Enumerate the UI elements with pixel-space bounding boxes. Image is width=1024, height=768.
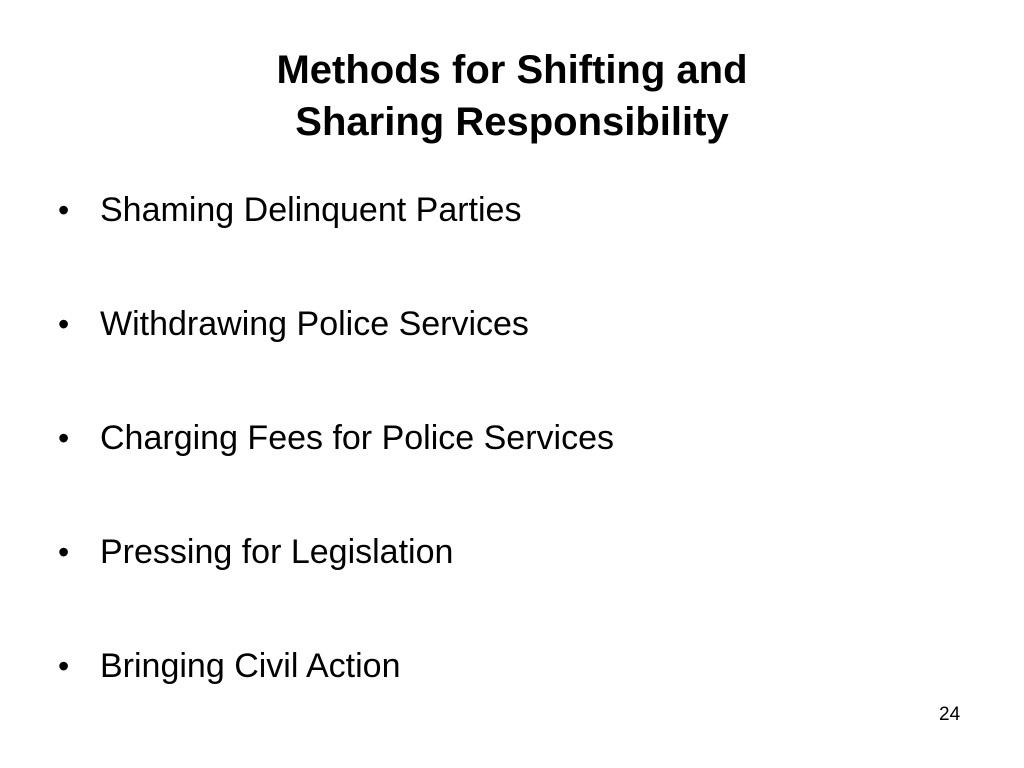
bullet-label: Pressing for Legislation xyxy=(100,533,454,571)
bullet-icon: • xyxy=(58,648,70,684)
bullet-label: Shaming Delinquent Parties xyxy=(100,191,522,229)
bullet-icon: • xyxy=(58,534,70,570)
bullet-label: Charging Fees for Police Services xyxy=(100,419,615,457)
page-number: 24 xyxy=(939,704,961,725)
bullet-item-civil-action xyxy=(58,643,614,757)
bullet-item-shaming xyxy=(58,187,614,301)
bullet-list xyxy=(58,187,614,757)
slide-title xyxy=(0,44,1024,148)
bullet-label: Withdrawing Police Services xyxy=(100,305,529,343)
bullet-icon: • xyxy=(58,192,70,228)
slide-title-line-1: Methods for Shifting and xyxy=(276,48,748,92)
bullet-item-legislation xyxy=(58,529,614,643)
bullet-item-withdrawing xyxy=(58,301,614,415)
slide-title-line-2: Sharing Responsibility xyxy=(295,100,729,144)
bullet-label: Bringing Civil Action xyxy=(100,647,401,685)
bullet-item-charging-fees xyxy=(58,415,614,529)
bullet-icon: • xyxy=(58,420,70,456)
bullet-icon: • xyxy=(58,306,70,342)
